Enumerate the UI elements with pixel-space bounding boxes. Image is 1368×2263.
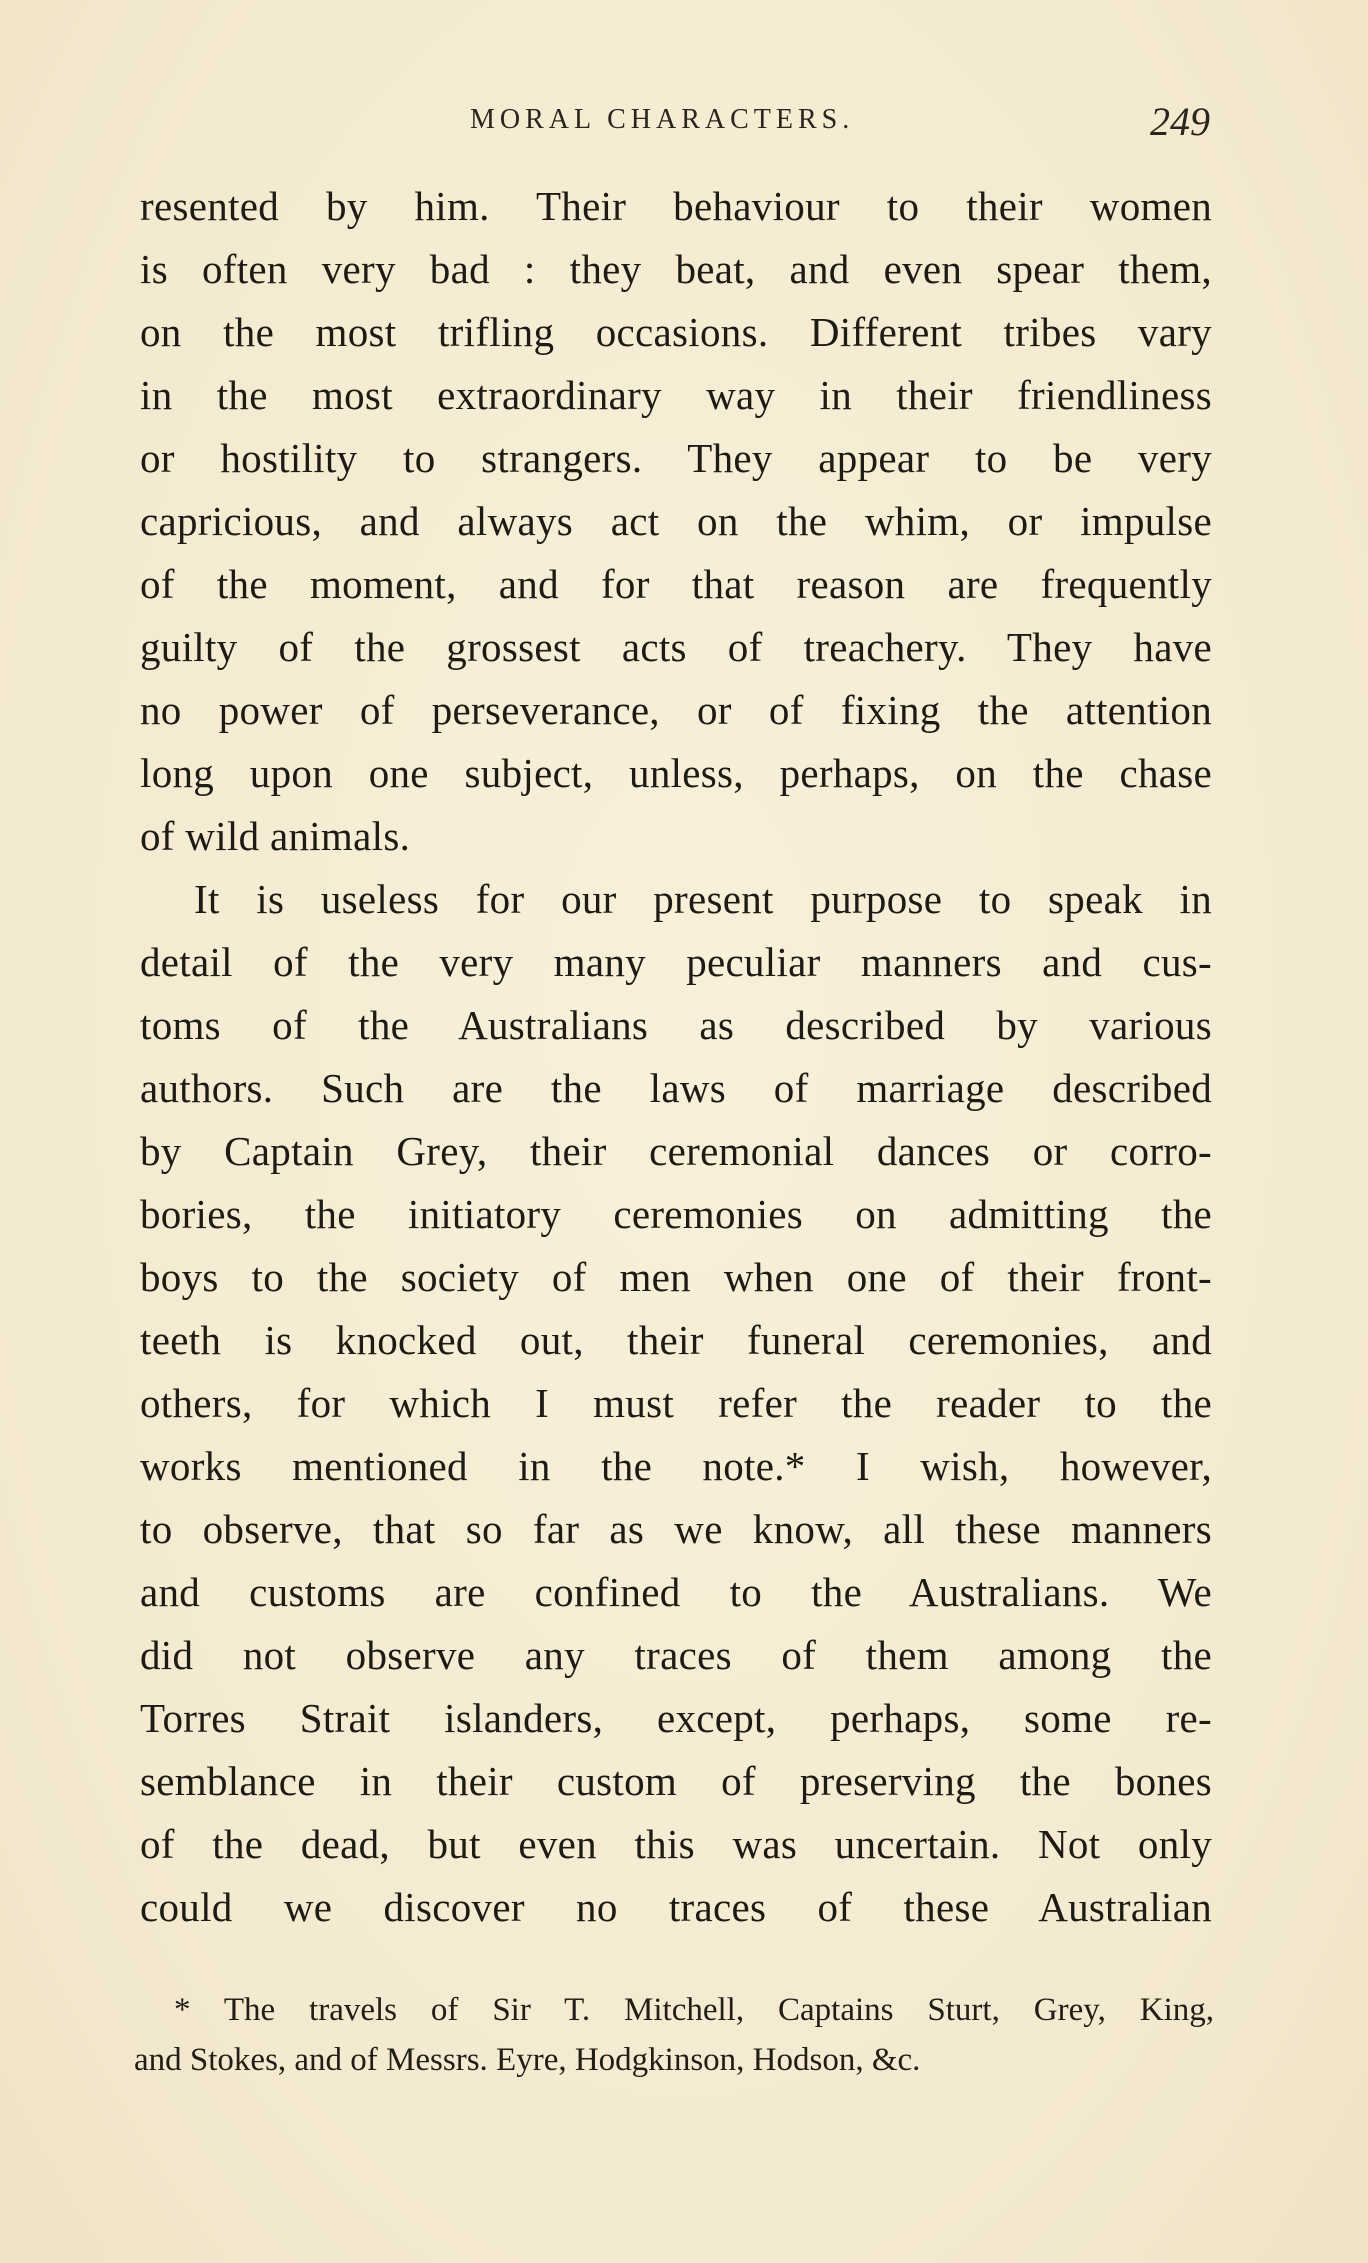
text-line: could we discover no traces of these Australian	[140, 1884, 1212, 1930]
text-line: to observe, that so far as we know, all these manners	[140, 1506, 1212, 1552]
footnote-line: * The travels of Sir T. Mitchell, Captains Sturt, Grey, King,	[174, 1992, 1214, 2028]
footnote	[134, 1985, 1214, 2085]
text-line: of the dead, but even this was uncertain. Not only	[140, 1821, 1212, 1867]
text-line: others, for which I must refer the reader to the	[140, 1380, 1212, 1426]
text-line: and customs are confined to the Australians. We	[140, 1569, 1212, 1615]
text-line: detail of the very many peculiar manners and cus-	[140, 939, 1212, 985]
text-line: authors. Such are the laws of marriage described	[140, 1065, 1212, 1111]
text-line: works mentioned in the note.* I wish, however,	[140, 1443, 1212, 1489]
text-line: toms of the Australians as described by various	[140, 1002, 1212, 1048]
text-line: capricious, and always act on the whim, or impulse	[140, 498, 1212, 544]
text-line: semblance in their custom of preserving the bones	[140, 1758, 1212, 1804]
text-line: of the moment, and for that reason are frequently	[140, 561, 1212, 607]
text-line: no power of perseverance, or of fixing the attention	[140, 687, 1212, 733]
paragraph-start-line: It is useless for our present purpose to speak in	[194, 876, 1212, 922]
text-line: by Captain Grey, their ceremonial dances or corro-	[140, 1128, 1212, 1174]
footnote-line: and Stokes, and of Messrs. Eyre, Hodgkinson, Hodson, &c.	[134, 2042, 921, 2078]
text-line: boys to the society of men when one of their front-	[140, 1254, 1212, 1300]
running-head	[140, 98, 1210, 148]
text-line: in the most extraordinary way in their friendliness	[140, 372, 1212, 418]
text-line: Torres Strait islanders, except, perhaps, some re-	[140, 1695, 1212, 1741]
body-text	[140, 175, 1212, 1939]
text-line: resented by him. Their behaviour to their women	[140, 183, 1212, 229]
text-line: guilty of the grossest acts of treachery. They have	[140, 624, 1212, 670]
text-line: bories, the initiatory ceremonies on admitting the	[140, 1191, 1212, 1237]
text-line: did not observe any traces of them among the	[140, 1632, 1212, 1678]
page-number: 249	[1150, 99, 1210, 144]
text-line: on the most trifling occasions. Different tribes vary	[140, 309, 1212, 355]
text-line: is often very bad : they beat, and even spear them,	[140, 246, 1212, 292]
text-line: teeth is knocked out, their funeral ceremonies, and	[140, 1317, 1212, 1363]
running-title: MORAL CHARACTERS.	[470, 104, 855, 135]
paragraph-end-line: of wild animals.	[140, 813, 411, 859]
text-line: long upon one subject, unless, perhaps, on the chase	[140, 750, 1212, 796]
text-line: or hostility to strangers. They appear to be very	[140, 435, 1212, 481]
